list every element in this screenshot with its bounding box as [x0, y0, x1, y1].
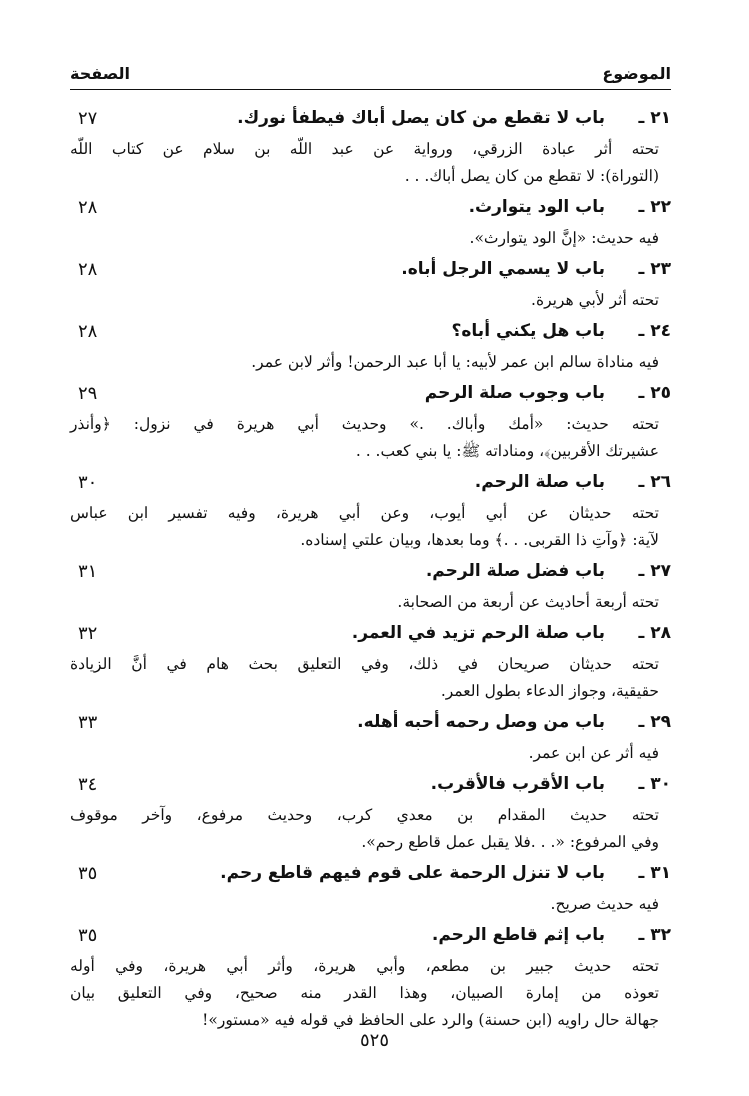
- entry-title: باب الأقرب فالأقرب.: [430, 774, 605, 794]
- entry-page-number: ٢٨: [78, 321, 98, 342]
- entry-title: باب هل يكني أباه؟: [451, 321, 605, 341]
- entry-title: باب لا تقطع من كان يصل أباك فيطفأ نورك.: [237, 108, 605, 128]
- entry-description-line: فيه أثر عن ابن عمر.: [528, 744, 659, 762]
- entry-page-number: ٣٥: [78, 863, 98, 884]
- entry-number: ٢٣ ـ: [638, 259, 671, 279]
- entry-title-line: [70, 554, 671, 589]
- entry-page-number: ٢٨: [78, 259, 98, 280]
- entry-description-line: عشيرتك الأقربين﴾، ومناداته ﷺ: يا بني كعب. . .: [355, 442, 659, 460]
- entry-description-line: فيه حديث صريح.: [550, 895, 659, 913]
- entry-description-line: تحته حديث المقدام بن معدي كرب، وحديث مرفوع، وآخر موقوف: [70, 806, 659, 824]
- contents-entry: [70, 465, 671, 554]
- entry-page-number: ٣٠: [78, 472, 98, 493]
- entry-title-line: [70, 856, 671, 891]
- entry-title: باب لا تنزل الرحمة على قوم فيهم قاطع رحم.: [220, 863, 605, 883]
- entry-title-line: [70, 616, 671, 651]
- entry-title: باب صلة الرحم.: [474, 472, 605, 492]
- entry-description-line: تحته حديث: «أمك وأباك. .» وحديث أبي هريرة في نزول: ﴿وأنذر: [70, 415, 659, 433]
- entry-page-number: ٣٥: [78, 925, 98, 946]
- entry-description-line: تحته حديثان عن أبي أيوب، وعن أبي هريرة، وفيه تفسير ابن عباس: [70, 504, 659, 522]
- entry-page-number: ٣١: [78, 561, 98, 582]
- contents-entry: [70, 616, 671, 705]
- entry-page-number: ٣٤: [78, 774, 98, 795]
- page-column-label: الصفحة: [70, 64, 131, 83]
- contents-entry: [70, 767, 671, 856]
- entry-description-line: تحته أثر عبادة الزرقي، ورواية عن عبد اللّه بن سلام عن كتاب اللّه: [70, 140, 659, 158]
- contents-entry: [70, 554, 671, 616]
- page-number: ٥٢٥: [359, 1030, 389, 1051]
- entry-title-line: [70, 101, 671, 136]
- entry-number: ٢٧ ـ: [638, 561, 671, 581]
- entry-page-number: ٣٣: [78, 712, 98, 733]
- entry-title: باب صلة الرحم تزيد في العمر.: [351, 623, 605, 643]
- entry-page-number: ٢٨: [78, 197, 98, 218]
- entry-title-line: [70, 376, 671, 411]
- entry-title: باب لا يسمي الرجل أباه.: [401, 259, 605, 279]
- entry-description-line: تحته أربعة أحاديث عن أربعة من الصحابة.: [397, 593, 659, 611]
- entry-title-line: [70, 252, 671, 287]
- entry-number: ٢٨ ـ: [638, 623, 671, 643]
- entry-page-number: ٣٢: [78, 623, 98, 644]
- entry-number: ٢٢ ـ: [638, 197, 671, 217]
- entry-description-line: تحته أثر لأبي هريرة.: [531, 291, 659, 309]
- entry-description-line: فيه حديث: «إنَّ الود يتوارث».: [469, 229, 659, 247]
- entry-number: ٣٢ ـ: [638, 925, 671, 945]
- entry-number: ٣١ ـ: [638, 863, 671, 883]
- entry-description-line: تحته حديثان صريحان في ذلك، وفي التعليق بحث هام في أنَّ الزيادة: [70, 655, 659, 673]
- entry-description-line: تعوذه من إمارة الصبيان، وهذا القدر منه صحيح، وفي التعليق بيان: [70, 984, 659, 1002]
- contents-list: [70, 101, 671, 1034]
- entry-description-line: جهالة حال راويه (ابن حسنة) والرد على الحافظ في قوله فيه «مستور»!: [202, 1011, 659, 1029]
- entry-page-number: ٢٧: [78, 108, 98, 129]
- entry-description-line: لآية: ﴿وآتِ ذا القربى. . .﴾ وما بعدها، وبيان علتي إسناده.: [300, 531, 659, 549]
- entry-title: باب وجوب صلة الرحم: [424, 383, 605, 403]
- contents-entry: [70, 705, 671, 767]
- entry-title-line: [70, 705, 671, 740]
- entry-title-line: [70, 918, 671, 953]
- contents-entry: [70, 314, 671, 376]
- contents-entry: [70, 101, 671, 190]
- entry-title-line: [70, 465, 671, 500]
- entry-title: باب الود يتوارث.: [468, 197, 605, 217]
- entry-number: ٢٤ ـ: [638, 321, 671, 341]
- entry-number: ٢٥ ـ: [638, 383, 671, 403]
- entry-number: ٢١ ـ: [638, 108, 671, 128]
- entry-description-line: وفي المرفوع: «. . .فلا يقبل عمل قاطع رحم».: [361, 833, 659, 851]
- entry-title: باب من وصل رحمه أحبه أهله.: [357, 712, 605, 732]
- contents-entry: [70, 190, 671, 252]
- table-header: [70, 58, 671, 90]
- entry-description-line: (التوراة): لا تقطع من كان يصل أباك. . .: [404, 167, 659, 185]
- entry-title: باب إثم قاطع الرحم.: [431, 925, 605, 945]
- entry-description-line: تحته حديث جبير بن مطعم، وأبي هريرة، وأثر أبي هريرة، وفي أوله: [70, 957, 659, 975]
- contents-entry: [70, 856, 671, 918]
- topic-column-label: الموضوع: [602, 64, 671, 83]
- entry-number: ٢٦ ـ: [638, 472, 671, 492]
- entry-title: باب فضل صلة الرحم.: [425, 561, 605, 581]
- contents-entry: [70, 252, 671, 314]
- entry-title-line: [70, 767, 671, 802]
- entry-number: ٢٩ ـ: [638, 712, 671, 732]
- contents-entry: [70, 918, 671, 1034]
- entry-description-line: حقيقية، وجواز الدعاء بطول العمر.: [440, 682, 659, 700]
- entry-number: ٣٠ ـ: [638, 774, 671, 794]
- entry-page-number: ٢٩: [78, 383, 98, 404]
- entry-title-line: [70, 314, 671, 349]
- entry-title-line: [70, 190, 671, 225]
- contents-entry: [70, 376, 671, 465]
- entry-description-line: فيه مناداة سالم ابن عمر لأبيه: يا أبا عبد الرحمن! وأثر لابن عمر.: [251, 353, 659, 371]
